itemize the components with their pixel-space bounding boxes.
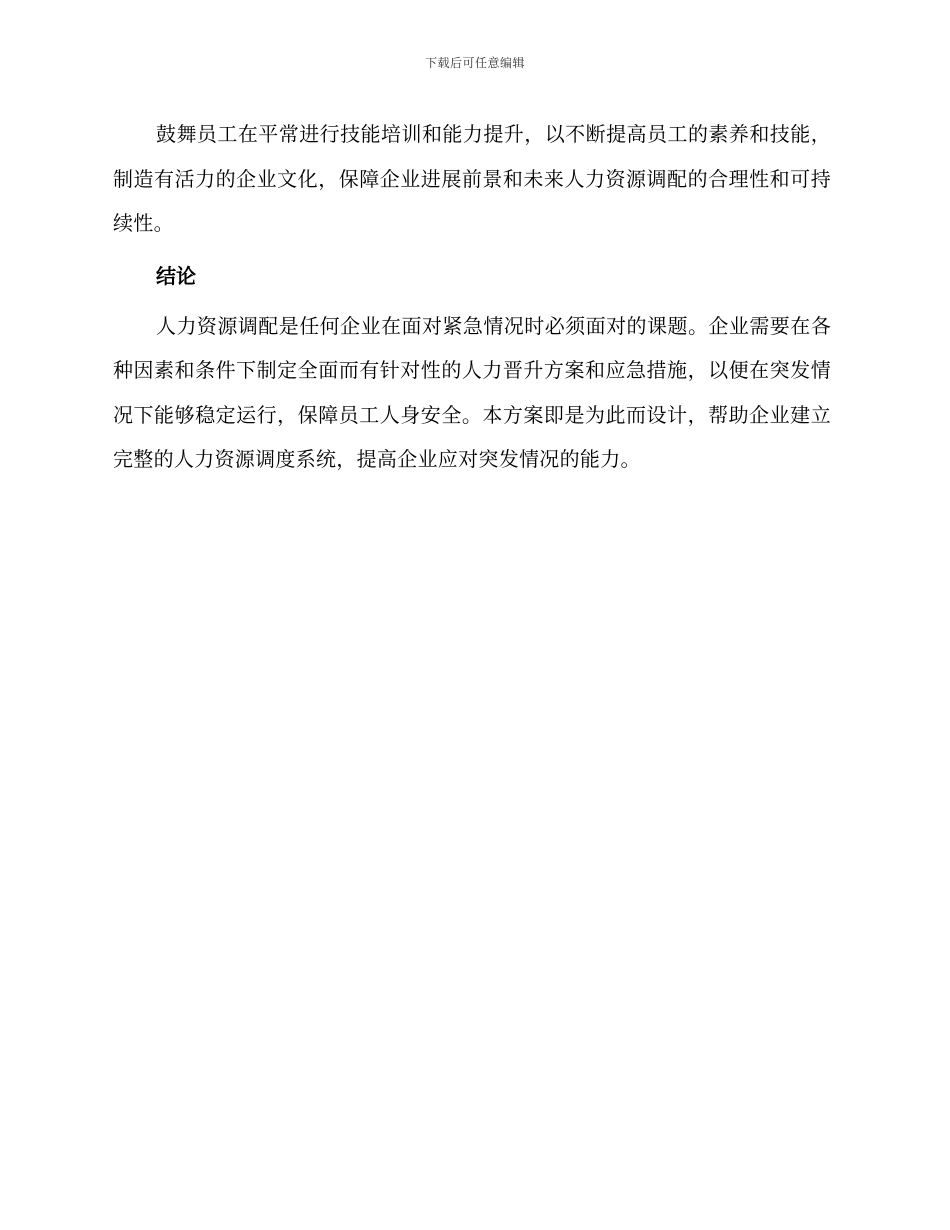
document-body [113,112,831,482]
paragraph-conclusion: 人力资源调配是任何企业在面对紧急情况时必须面对的课题。企业需要在各种因素和条件下制定全面而有针对性的人力晋升方案和应急措施，以便在突发情况下能够稳定运行，保障员工人身安全。本方案即是为此而设计，帮助企业建立完整的人力资源调度系统，提高企业应对突发情况的能力。 [113,313,831,471]
page-header-note: 下载后可任意编辑 [424,56,525,70]
paragraph-training: 鼓舞员工在平常进行技能培训和能力提升，以不断提高员工的素养和技能，制造有活力的企业文化，保障企业进展前景和未来人力资源调配的合理性和可持续性。 [113,122,831,235]
conclusion-heading: 结论 [156,263,196,288]
